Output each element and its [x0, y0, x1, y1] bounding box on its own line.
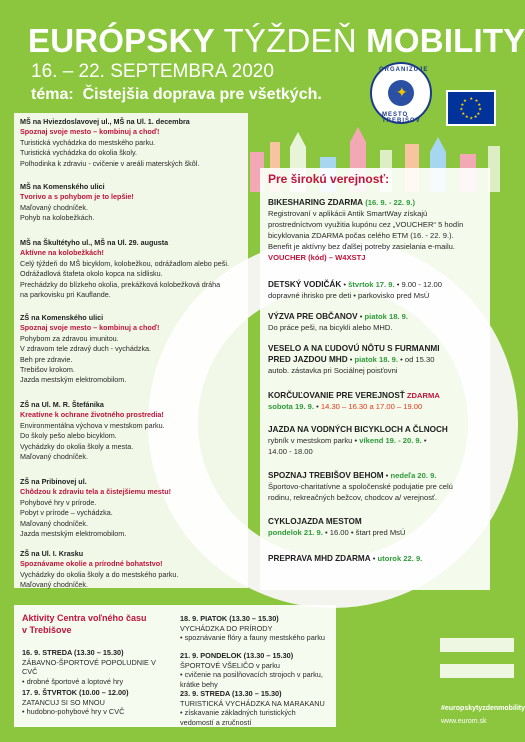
- svg-text:★: ★: [460, 103, 465, 109]
- svg-text:★: ★: [474, 98, 479, 104]
- cvc-activity: 17. 9. ŠTVRTOK (10.00 – 12.00) ZATANCUJ SI SO MNOU • hudobno-pohybové hry v CVČ: [22, 688, 129, 717]
- event-vyzva: VÝZVA PRE OBČANOV • piatok 18. 9. Do práce peši, na bicykli alebo MHD.: [268, 312, 408, 332]
- event-korculovanie: KORČUĽOVANIE PRE VEREJNOSŤ ZDARMA sobota 19. 9. • 14.30 – 16.30 a 17.00 – 19.00: [268, 391, 440, 411]
- school-block: MŠ na Hviezdoslavovej ul., MŠ na Ul. 1. decembra Spoznaj svoje mesto – kombinuj a choď! Turistická vychádzka do mestského parku. Turistická vychádzka do okolia školy. Polhodinka k zdraviu - cvičenie v areáli materských škôl.: [20, 117, 200, 168]
- event-furmani: VESELO A NA ĽUDOVÚ NÔTU S FURMANMI PRED JAZDOU MHD • piatok 18. 9. • od 15.30 autob. zástavka pri Sociálnej poisťovni: [268, 344, 440, 375]
- city-seal-logo: ORGANIZUJE ✦ MESTO TREBIŠOV: [370, 62, 432, 124]
- event-cyklojazda: CYKLOJAZDA MESTOM pondelok 21. 9. • 16.00 • štart pred MsÚ: [268, 517, 406, 537]
- cvc-heading: Aktivity Centra voľného času v Trebišove: [22, 613, 147, 635]
- school-block: ZŠ na Komenského ulici Spoznaj svoje mesto – kombinuj a choď! Pohybom za zdravou imunitou. V zdravom tele zdravý duch - vychádzka. Beh pre zdravie. Trebišov krokom. Jazda mestským elektromobilom.: [20, 313, 160, 385]
- event-spoznaj-behom: SPOZNAJ TREBIŠOV BEHOM • nedeľa 20. 9. Športovo-charitatívne a spoločenské podujatie pre celú rodinu, rekreačných bežcov, chodcov a/ verejnosť.: [268, 471, 453, 502]
- cvc-activity: 23. 9. STREDA (13.30 – 15.30) TURISTICKÁ VYCHÁDZKA NA MARAKANU • získavanie základných turistických vedomostí a zručností: [180, 689, 325, 727]
- school-block: ZŠ na Ul. I. Krasku Spoznávame okolie a prírodné bohatstvo! Vychádzky do okolia školy a do mestského parku. Maľovaný chodníček.: [20, 549, 179, 590]
- school-block: ZŠ na Ul. M. R. Štefánika Kreatívne k ochrane životného prostredia! Environmentálna výchova v mestskom parku. Do školy pešo alebo bicyklom. Vychádzky do okolia školy a mesta. Maľovaný chodníček.: [20, 400, 165, 462]
- page-title: EURÓPSKY TÝŽDEŇ MOBILITY: [28, 22, 525, 59]
- svg-text:★: ★: [461, 112, 466, 118]
- cvc-activity: 16. 9. STREDA (13.30 – 15.30) ZÁBAVNO-ŠPORTOVÉ POPOLUDNIE V CVČ • drobné športové a loptové hry: [22, 648, 156, 686]
- event-bikesharing: BIKESHARING ZDARMA (16. 9. - 22. 9.) Registrovaní v aplikácii Antik SmartWay získajú prostredníctvom využitia kupónu cez „VOUCHER“ 5 hodín bicyklovania ZDARMA počas celého ETM (16. - 22. 9.). Benefit je aktívny bez ďalšej potreby zasielania e-mailu. VOUCHER (kód) – W4XSTJ: [268, 198, 464, 262]
- theme-line: téma: Čistejšia doprava pre všetkých.: [31, 86, 322, 103]
- school-block: MŠ na Škultétyho ul., MŠ na Ul. 29. augusta Aktívne na kolobežkách! Celý týždeň do MŠ bicyklom, kolobežkou, odrážadlom alebo peši. Odrážadlová štafeta okolo kopca na sídlisku. Prechádzky do blízkeho okolia, prekážková kolobežková dráha na parkovisku pri Kauflande.: [20, 238, 229, 300]
- event-dates: 16. – 22. SEPTEMBRA 2020: [31, 61, 274, 82]
- svg-text:★: ★: [476, 112, 481, 118]
- svg-text:★: ★: [459, 107, 464, 113]
- sponsor-logo: [440, 638, 514, 652]
- svg-text:★: ★: [477, 103, 482, 109]
- svg-text:★: ★: [478, 107, 483, 113]
- svg-text:★: ★: [463, 98, 467, 104]
- public-events-heading: Pre širokú verejnosť:: [268, 172, 390, 186]
- hashtag: #europskytyzdenmobility: [441, 705, 525, 712]
- website-link[interactable]: www.eurom.sk: [441, 718, 487, 725]
- event-detsky-vodicak: DETSKÝ VODIČÁK • štvrtok 17. 9. • 9.00 - 12.00 dopravné ihrisko pre deti • parkovisko pred MsÚ: [268, 280, 442, 300]
- svg-text:★: ★: [469, 97, 474, 102]
- svg-text:★: ★: [473, 114, 478, 120]
- school-block: ZŠ na Pribinovej ul. Chôdzou k zdraviu tela a čistejšiemu mestu! Pohybové hry v prírode. Pobyt v prírode – vychádzka. Maľovaný chodníček. Jazda mestským elektromobilom.: [20, 477, 171, 539]
- cvc-activity: 21. 9. PONDELOK (13.30 – 15.30) ŠPORTOVÉ VŠELIČO v parku • cvičenie na posilňovacích strojoch v parku, krátke behy: [180, 651, 323, 689]
- sponsor-logos: [440, 638, 514, 690]
- sponsor-logo: [440, 664, 514, 678]
- event-vodne-bicykle: JAZDA NA VODNÝCH BICYKLOCH A ČLNOCH rybník v mestskom parku • víkend 19. - 20. 9. • 14.00 - 18.00: [268, 425, 448, 456]
- svg-text:★: ★: [464, 114, 469, 120]
- svg-text:★: ★: [469, 116, 474, 122]
- school-block: MŠ na Komenského ulici Tvorivo a s pohybom je to lepšie! Maľovaný chodníček. Pohyb na kolobežkách.: [20, 182, 134, 223]
- event-mhd-zdarma: PREPRAVA MHD ZDARMA • utorok 22. 9.: [268, 554, 423, 563]
- cvc-activity: 18. 9. PIATOK (13.30 – 15.30) VYCHÁDZKA DO PRÍRODY • spoznávanie flóry a fauny mestského parku: [180, 614, 325, 643]
